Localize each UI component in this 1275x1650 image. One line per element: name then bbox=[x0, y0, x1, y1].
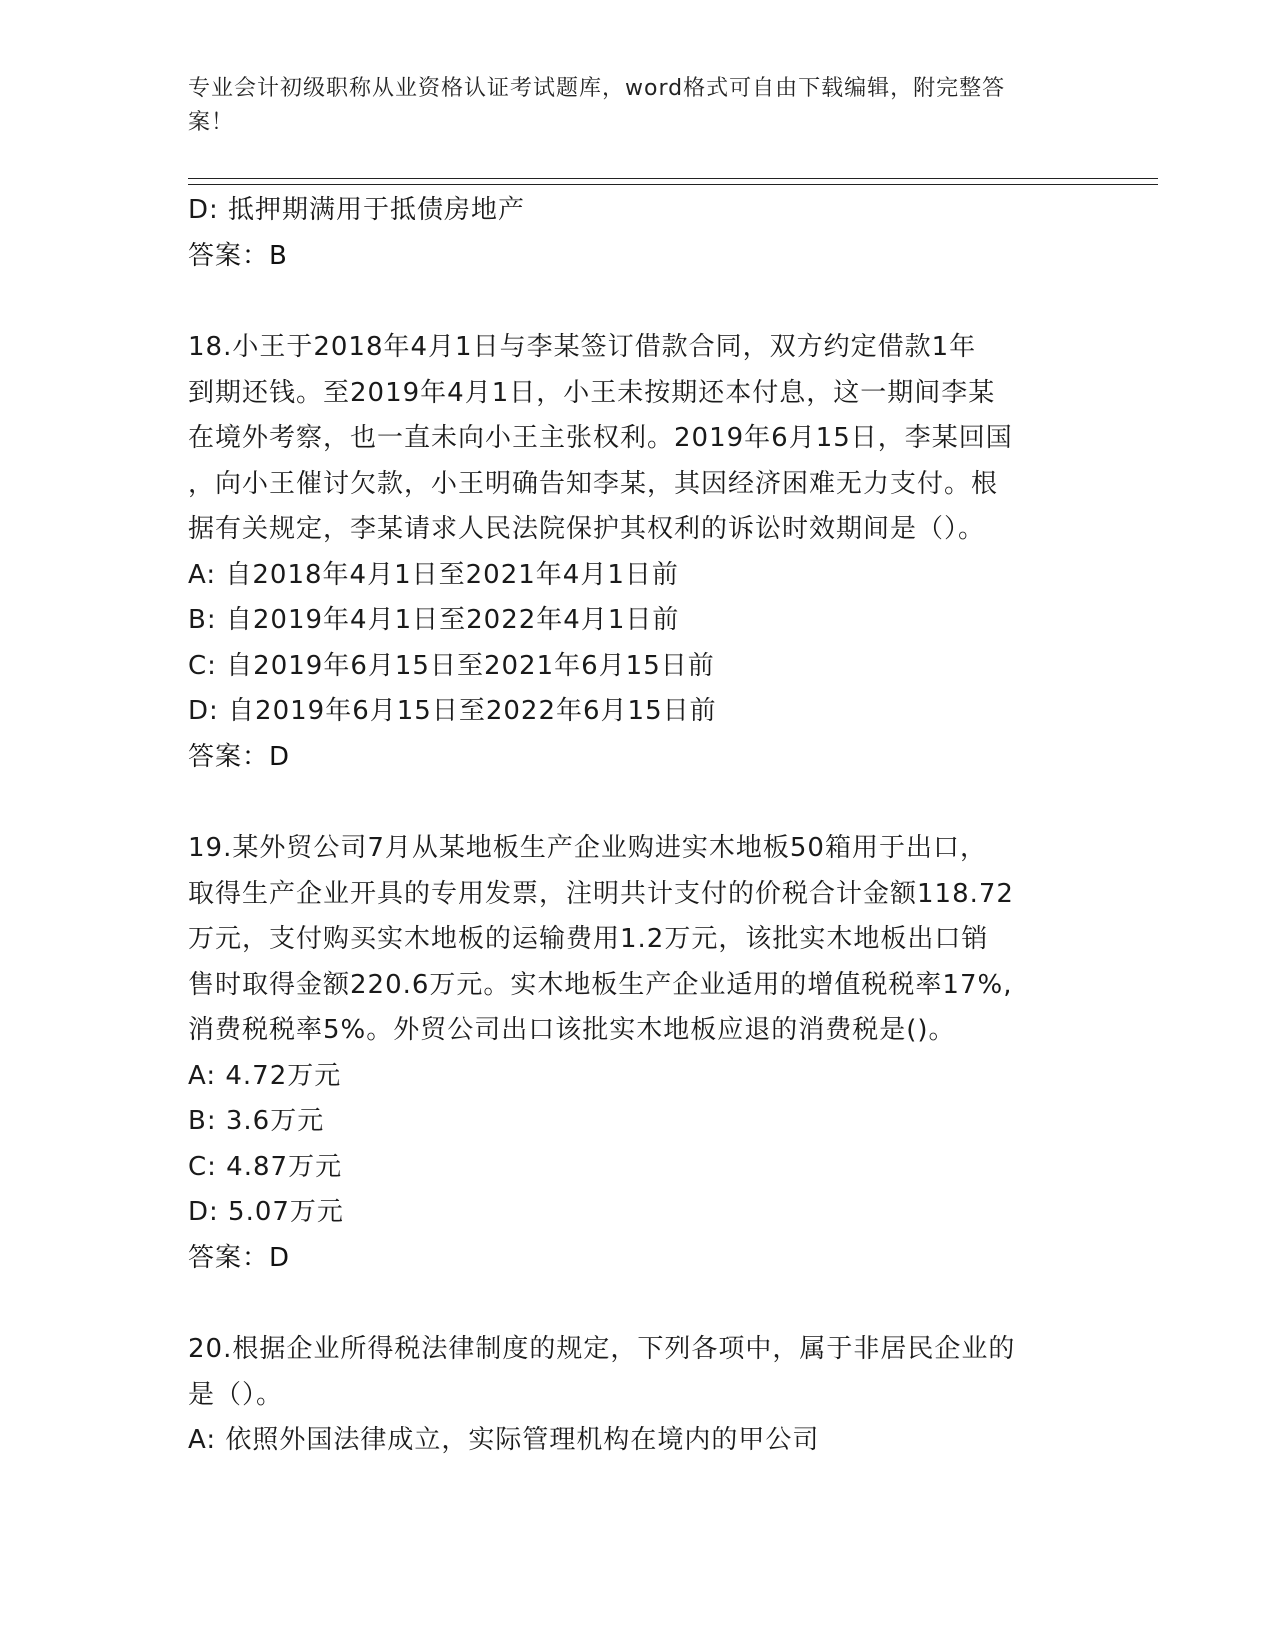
option-c: C: 4.87万元 bbox=[188, 1151, 343, 1182]
option-a: A: 依照外国法律成立，实际管理机构在境内的甲公司 bbox=[188, 1425, 820, 1455]
option-a: A: 4.72万元 bbox=[188, 1060, 342, 1091]
question-18 bbox=[188, 325, 1088, 780]
spacer bbox=[188, 780, 1088, 826]
question-text-line: 是（）。 bbox=[188, 1379, 284, 1410]
question-text-line: 据有关规定，李某请求人民法院保护其权利的诉讼时效期间是（）。 bbox=[188, 514, 986, 544]
question-text-line: 19.某外贸公司7月从某地板生产企业购进实木地板50箱用于出口， bbox=[188, 833, 987, 863]
question-text-line: 18.小王于2018年4月1日与李某签订借款合同，双方约定借款1年 bbox=[188, 332, 977, 362]
option-b: B: 3.6万元 bbox=[188, 1106, 325, 1136]
answer: 答案：D bbox=[188, 741, 291, 772]
header-line-2: 案！ bbox=[188, 110, 235, 135]
question-20 bbox=[188, 1327, 1088, 1464]
spacer bbox=[188, 1281, 1088, 1327]
question-text-line: 售时取得金额220.6万元。实木地板生产企业适用的增值税税率17%, bbox=[188, 969, 1013, 1000]
question-text-line: ，向小王催讨欠款，小王明确告知李某，其因经济困难无力支付。根 bbox=[188, 468, 999, 499]
question-17-tail bbox=[188, 188, 1088, 279]
option-d: D: 自2019年6月15日至2022年6月15日前 bbox=[188, 696, 717, 726]
header-divider bbox=[188, 178, 1158, 185]
question-text-line: 万元，支付购买实木地板的运输费用1.2万元，该批实木地板出口销 bbox=[188, 924, 989, 954]
question-text-line: 在境外考察，也一直未向小王主张权利。2019年6月15日，李某回国 bbox=[188, 423, 1013, 453]
page-header bbox=[188, 72, 1088, 140]
document-body bbox=[188, 188, 1088, 1464]
answer: 答案：B bbox=[188, 240, 288, 271]
question-text-line: 20.根据企业所得税法律制度的规定，下列各项中，属于非居民企业的 bbox=[188, 1334, 1016, 1364]
option-a: A: 自2018年4月1日至2021年4月1日前 bbox=[188, 559, 679, 590]
spacer bbox=[188, 279, 1088, 325]
option-b: B: 自2019年4月1日至2022年4月1日前 bbox=[188, 605, 680, 635]
option-d: D: 抵押期满用于抵债房地产 bbox=[188, 195, 526, 225]
answer: 答案：D bbox=[188, 1242, 291, 1273]
header-line-1: 专业会计初级职称从业资格认证考试题库，word格式可自由下载编辑，附完整答 bbox=[188, 76, 1006, 101]
option-d: D: 5.07万元 bbox=[188, 1197, 344, 1227]
question-text-line: 消费税税率5%。外贸公司出口该批实木地板应退的消费税是()。 bbox=[188, 1015, 956, 1045]
question-text-line: 取得生产企业开具的专用发票，注明共计支付的价税合计金额118.72 bbox=[188, 878, 1014, 909]
question-text-line: 到期还钱。至2019年4月1日，小王未按期还本付息，这一期间李某 bbox=[188, 377, 996, 408]
option-c: C: 自2019年6月15日至2021年6月15日前 bbox=[188, 650, 715, 681]
question-19 bbox=[188, 826, 1088, 1281]
